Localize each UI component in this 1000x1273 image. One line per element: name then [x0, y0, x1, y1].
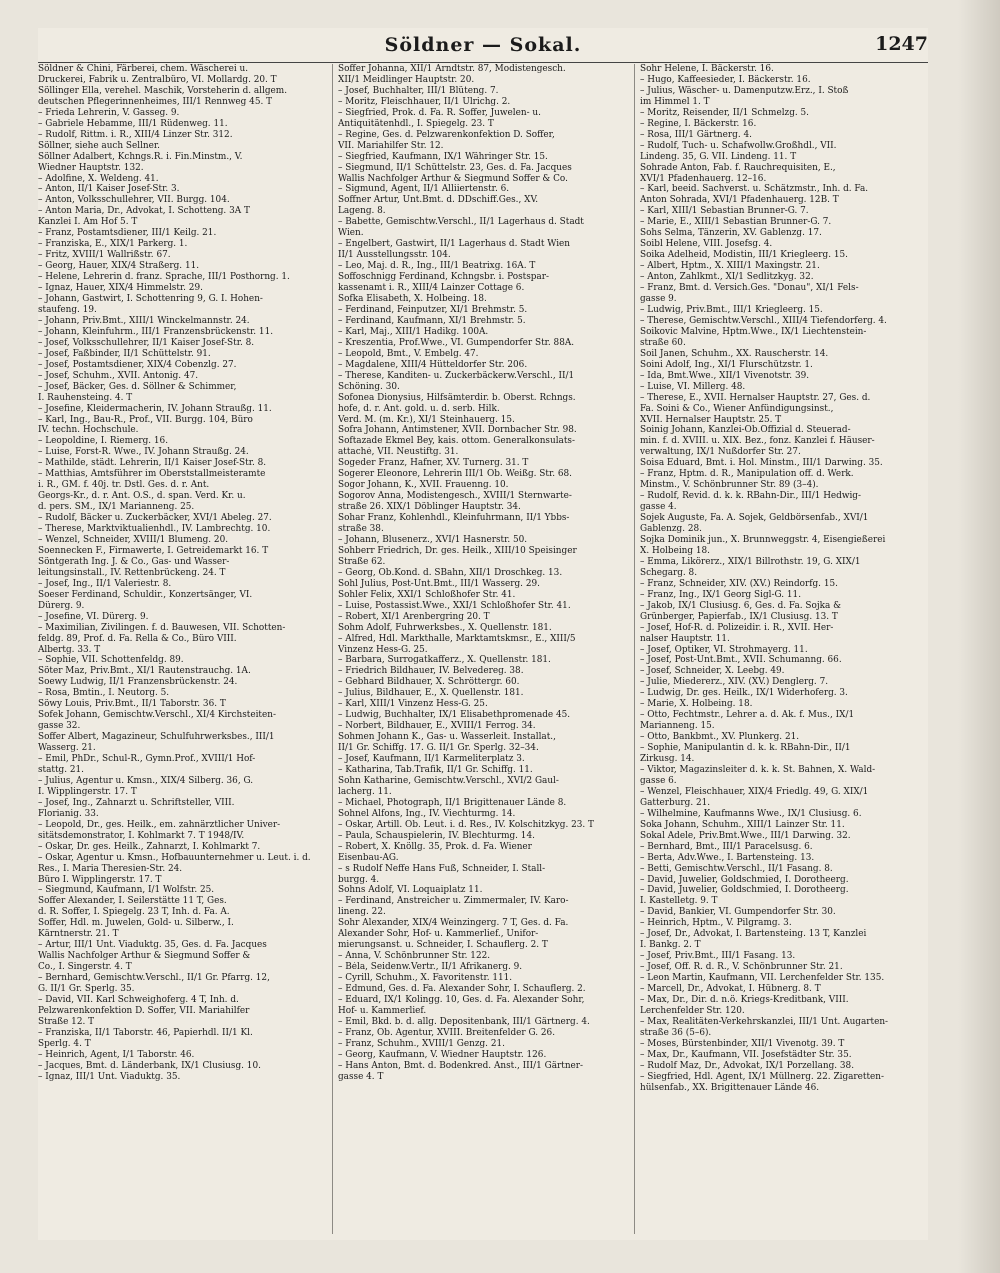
- directory-entry-line: Straße 62.: [338, 556, 386, 567]
- directory-entry-line: – Josef, Off. R. d. R., V. Schönbrunner Str. 21.: [640, 962, 843, 973]
- directory-entry-line: Söwy Louis, Priv.Bmt., II/1 Taborstr. 36. T: [38, 699, 226, 710]
- directory-entry-line: Sohmen Johann K., Gas- u. Wasserleit. Installat.,: [338, 732, 556, 743]
- directory-entry-line: d. pers. SM., IX/1 Marianneng. 25.: [38, 502, 195, 513]
- directory-entry-line: Söntgerath Ing. J. & Co., Gas- und Wasser-: [38, 556, 230, 567]
- directory-entry-line: im Himmel 1. T: [640, 96, 710, 107]
- directory-entry-line: – Franz, Postamtsdiener, III/1 Keilg. 21.: [38, 228, 217, 239]
- directory-entry-line: – Béla, Seidenw.Vertr., II/1 Afrikanerg. 9.: [338, 962, 523, 973]
- directory-entry-line: – Rudolf, Bäcker u. Zuckerbäcker, XVI/1 Abeleg. 27.: [38, 513, 272, 524]
- directory-entry-line: – Hugo, Kaffeesieder, I. Bäckerstr. 16.: [640, 74, 811, 85]
- directory-entry-line: XVI/1 Pfadenhauerg. 12–16.: [640, 173, 767, 184]
- directory-entry-line: – Therese, E., XVII. Hernalser Hauptstr. 27, Ges. d.: [640, 392, 871, 403]
- directory-entry-line: Sogerer Eleonore, Lehrerin III/1 Ob. Weißg. Str. 68.: [338, 469, 572, 480]
- directory-entry-line: hofe, d. r. Ant. gold. u. d. serb. Hilk.: [338, 403, 500, 414]
- directory-entry-line: IV. techn. Hochschule.: [38, 425, 139, 436]
- directory-entry-line: – Norbert, Bildhauer, E., XVIII/1 Ferrog. 34.: [338, 721, 536, 732]
- directory-entry-line: – Gabriele Hebamme, III/1 Rüdenweg. 11.: [38, 118, 228, 129]
- directory-entry-line: I. Rauhensteing. 4. T: [38, 392, 133, 403]
- page-edge-shadow: [958, 0, 1000, 1273]
- directory-entry-line: – Bernhard, Bmt., III/1 Paracelsusg. 6.: [640, 841, 813, 852]
- directory-entry-line: – Wilhelmine, Kaufmanns Wwe., IX/1 Clusiusg. 6.: [640, 808, 862, 819]
- directory-entry-line: Soewy Ludwig, II/1 Franzensbrückenstr. 24.: [38, 677, 238, 688]
- directory-entry-line: – Kreszentia, Prof.Wwe., VI. Gumpendorfer Str. 88A.: [338, 337, 575, 348]
- directory-entry-line: i. R., GM. f. 40j. tr. Dstl. Ges. d. r. Ant.: [38, 480, 210, 491]
- directory-entry-line: Sohar Franz, Kohlenhdl., Kleinfuhrmann, II/1 Ybbs-: [338, 513, 570, 524]
- directory-entry-line: – Sophie, VII. Schottenfeldg. 89.: [38, 655, 184, 666]
- directory-entry-line: – Emil, PhDr., Schul-R., Gymn.Prof., XVIII/1 Hof-: [38, 754, 256, 765]
- directory-entry-line: – Eduard, IX/1 Kolingg. 10, Ges. d. Fa. Alexander Sohr,: [338, 995, 585, 1006]
- directory-entry-line: – Ferdinand, Kaufmann, XI/1 Brehmstr. 5.: [338, 315, 526, 326]
- directory-entry-line: straße 26. XIX/1 Döblinger Hauptstr. 34.: [338, 502, 521, 513]
- directory-entry-line: – Josef, Bäcker, Ges. d. Söllner & Schimmer,: [38, 381, 237, 392]
- directory-entry-line: – Karl, XIII/1 Sebastian Brunner-G. 7.: [640, 206, 809, 217]
- directory-entry-line: Sogor Johann, K., XVII. Frauenng. 10.: [338, 480, 509, 491]
- directory-entry-line: – Franz, Schneider, XIV. (XV.) Reindorfg. 15.: [640, 578, 838, 589]
- directory-entry-line: – Regine, Ges. d. Pelzwarenkonfektion D. Soffer,: [338, 129, 555, 140]
- directory-entry-line: – Leon Martin, Kaufmann, VII. Lerchenfelder Str. 135.: [640, 973, 885, 984]
- directory-entry-line: – Josef, Ing., II/1 Valeriestr. 8.: [38, 578, 172, 589]
- directory-entry-line: Sohl Julius, Post-Unt.Bmt., III/1 Wasserg. 29.: [338, 578, 540, 589]
- directory-entry-line: – Leopold, Bmt., V. Embelg. 47.: [338, 348, 479, 359]
- directory-entry-line: – Oskar, Dr. ges. Heilk., Zahnarzt, I. Kohlmarkt 7.: [38, 841, 261, 852]
- directory-entry-line: – Therese, Marktviktualienhdl., IV. Lambrechtg. 10.: [38, 524, 271, 535]
- directory-entry-line: Söllner, siehe auch Sellner.: [38, 140, 160, 151]
- directory-entry-line: – Cyrill, Schuhm., X. Favoritenstr. 111.: [338, 973, 513, 984]
- column-divider: [634, 64, 635, 1234]
- directory-entry-line: Antiquitätenhdl., I. Spiegelg. 23. T: [338, 118, 494, 129]
- directory-entry-line: Soffoschnigg Ferdinand, Kchngsbr. i. Postspar-: [338, 272, 549, 283]
- directory-entry-line: II/1 Gr. Schiffg. 17. G. II/1 Gr. Sperlg. 32–34.: [338, 743, 539, 754]
- directory-entry-line: – Edmund, Ges. d. Fa. Alexander Sohr, I. Schauflerg. 2.: [338, 984, 586, 995]
- directory-entry-line: Sohns Adolf, VI. Loquaiplatz 11.: [338, 885, 483, 896]
- directory-entry-line: – Luise, VI. Millerg. 48.: [640, 381, 746, 392]
- directory-entry-line: Sohr Helene, I. Bäckerstr. 16.: [640, 64, 774, 74]
- directory-entry-line: – Franz, Ing., IX/1 Georg Sigl-G. 11.: [640, 589, 802, 600]
- directory-entry-line: – Franz, Ob. Agentur, XVIII. Breitenfelder G. 26.: [338, 1027, 556, 1038]
- directory-entry-line: Sohm Adolf, Fuhrwerksbes., X. Quellenstr. 181.: [338, 622, 552, 633]
- directory-entry-line: – Ferdinand, Anstreicher u. Zimmermaler, IV. Karo-: [338, 896, 569, 907]
- directory-entry-line: Dürerg. 9.: [38, 600, 85, 611]
- directory-entry-line: Kärntnerstr. 21. T: [38, 929, 119, 940]
- directory-entry-line: stattg. 21.: [38, 765, 84, 775]
- directory-entry-line: Sohrade Anton, Fab. f. Rauchrequisiten, E.,: [640, 162, 836, 173]
- directory-entry-line: – Karl, beeid. Sachverst. u. Schätzmstr., Inh. d. Fa.: [640, 184, 869, 195]
- directory-entry-line: Lageng. 8.: [338, 206, 386, 217]
- directory-entry-line: – Regine, I. Bäckerstr. 16.: [640, 118, 757, 129]
- directory-entry-line: Lindeng. 35, G. VII. Lindeng. 11. T: [640, 151, 797, 162]
- directory-entry-line: II/1 Ausstellungsstr. 104.: [338, 250, 451, 261]
- directory-entry-line: mierungsanst. u. Schneider, I. Schauflerg. 2. T: [338, 940, 548, 951]
- directory-entry-line: – Luise, Forst-R. Wwe., IV. Johann Straußg. 24.: [38, 447, 249, 458]
- directory-entry-line: deutschen Pflegerinnenheimes, III/1 Rennweg 45. T: [38, 96, 273, 107]
- directory-entry-line: – Johann, Priv.Bmt., XIII/1 Winckelmannstr. 24.: [38, 315, 250, 326]
- directory-entry-line: nalser Hauptstr. 11.: [640, 633, 730, 644]
- directory-entry-line: – Josef, Postamtsdiener, XIX/4 Cobenzlg. 27.: [38, 359, 237, 370]
- directory-entry-line: – Ludwig, Buchhalter, IX/1 Elisabethpromenade 45.: [338, 710, 571, 721]
- directory-entry-line: – Josef, Dr., Advokat, I. Bartensteing. 13 T, Kanzlei: [640, 929, 867, 940]
- directory-entry-line: – Franziska, II/1 Taborstr. 46, Papierhdl. II/1 Kl.: [38, 1027, 253, 1038]
- directory-entry-line: Eisenbau-AG.: [338, 852, 399, 863]
- directory-entry-line: Grünberger, Papierfab., IX/1 Clusiusg. 13. T: [640, 611, 838, 622]
- directory-entry-line: – Betti, Gemischtw.Verschl., II/1 Fasang. 8.: [640, 863, 833, 874]
- directory-entry-line: – Rudolf, Revid. d. k. k. RBahn-Dir., III/1 Hedwig-: [640, 491, 861, 502]
- directory-entry-line: Wasserg. 21.: [38, 743, 96, 754]
- directory-entry-line: Alexander Sohr, Hof- u. Kammerlief., Unifor-: [338, 929, 539, 940]
- directory-entry-line: – Ludwig, Dr. ges. Heilk., IX/1 Widerhoferg. 3.: [640, 688, 848, 699]
- directory-entry-line: Sojek Auguste, Fa. A. Sojek, Geldbörsenfab., XVI/1: [640, 513, 869, 524]
- column-divider: [332, 64, 333, 1234]
- directory-entry-line: – s Rudolf Neffe Hans Fuß, Schneider, I. Stall-: [338, 863, 546, 874]
- directory-entry-line: – Siegfried, Prok. d. Fa. R. Soffer, Juwelen- u.: [338, 107, 541, 118]
- directory-entry-line: G. II/1 Gr. Sperlg. 35.: [38, 984, 135, 995]
- directory-entry-line: – Babette, Gemischtw.Verschl., II/1 Lagerhaus d. Stadt: [338, 217, 584, 228]
- directory-entry-line: Florianig. 33.: [38, 808, 99, 819]
- directory-entry-line: – Engelbert, Gastwirt, II/1 Lagerhaus d. Stadt Wien: [338, 239, 571, 250]
- directory-entry-line: Marianneng. 15.: [640, 721, 715, 732]
- directory-entry-line: – Katharina, Tab.Trafik, II/1 Gr. Schiffg. 11.: [338, 765, 533, 775]
- directory-entry-line: Soffer Alexander, I. Seilerstätte 11 T, Ges.: [38, 896, 227, 907]
- directory-entry-line: – Josef, Faßbinder, II/1 Schüttelstr. 91.: [38, 348, 211, 359]
- directory-entry-line: – Franz, Schuhm., XVIII/1 Genzg. 21.: [338, 1038, 505, 1049]
- directory-entry-line: – Emil, Bkd. b. d. allg. Depositenbank, III/1 Gärtnerg. 4.: [338, 1016, 590, 1027]
- directory-entry-line: – Mathilde, städt. Lehrerin, II/1 Kaiser Josef-Str. 8.: [38, 458, 267, 469]
- directory-entry-line: – Fritz, XVIII/1 Wallrißstr. 67.: [38, 250, 171, 261]
- directory-entry-line: – Karl, Maj., XIII/1 Hadikg. 100A.: [338, 326, 489, 337]
- directory-entry-line: – Anton, Volksschullehrer, VII. Burgg. 104.: [38, 195, 230, 206]
- directory-entry-line: Co., I. Singerstr. 4. T: [38, 962, 132, 973]
- directory-entry-line: – Ignaz, Hauer, XIX/4 Himmelstr. 29.: [38, 283, 203, 294]
- directory-entry-line: Fa. Soini & Co., Wiener Anfündigungsinst.,: [640, 403, 834, 414]
- directory-entry-line: – Georg, Kaufmann, V. Wiedner Hauptstr. 126.: [338, 1049, 547, 1060]
- directory-entry-line: – Johann, Blusenerz., XVI/1 Hasnerstr. 50.: [338, 534, 528, 545]
- directory-entry-line: – Viktor, Magazinsleiter d. k. k. St. Bahnen, X. Wald-: [640, 765, 876, 775]
- page-title: Söldner — Sokal.: [384, 34, 582, 56]
- directory-entry-line: – Julius, Bildhauer, E., X. Quellenstr. 181.: [338, 688, 524, 699]
- directory-entry-line: – Siegfried, Kaufmann, IX/1 Währinger Str. 15.: [338, 151, 548, 162]
- directory-entry-line: – Heinrich, Agent, I/1 Taborstr. 46.: [38, 1049, 195, 1060]
- directory-entry-line: – Oskar, Artill. Ob. Leut. i. d. Res., IV. Kolschitzkyg. 23. T: [338, 819, 594, 830]
- directory-column-3: [640, 64, 926, 1234]
- directory-entry-line: – Josef, Post-Unt.Bmt., XVII. Schumanng. 66.: [640, 655, 842, 666]
- directory-entry-line: – Artur, III/1 Unt. Viaduktg. 35, Ges. d. Fa. Jacques: [38, 940, 267, 951]
- directory-entry-line: – Jakob, IX/1 Clusiusg. 6, Ges. d. Fa. Sojka &: [640, 600, 841, 611]
- directory-entry-line: Lerchenfelder Str. 120.: [640, 1005, 745, 1016]
- directory-entry-line: Wien.: [338, 228, 364, 239]
- directory-entry-line: – Moses, Bürstenbinder, XII/1 Vivenotg. 39. T: [640, 1038, 845, 1049]
- directory-entry-line: – Maximilian, Zivilingen. f. d. Bauwesen, VII. Schotten-: [38, 622, 286, 633]
- directory-entry-line: – Johann, Gastwirt, I. Schottenring 9, G. I. Hohen-: [38, 294, 263, 305]
- directory-entry-line: leitungsinstall., IV. Rettenbrückeng. 24. T: [38, 567, 226, 578]
- directory-entry-line: Soil Janen, Schuhm., XX. Rauscherstr. 14.: [640, 348, 829, 359]
- directory-entry-line: Sperlg. 4. T: [38, 1038, 91, 1049]
- directory-entry-line: Softazade Ekmel Bey, kais. ottom. Generalkonsulats-: [338, 436, 575, 447]
- directory-entry-line: – Julius, Agentur u. Kmsn., XIX/4 Silberg. 36, G.: [38, 775, 254, 786]
- header-rule: [38, 62, 928, 63]
- directory-entry-line: gasse 9.: [640, 294, 677, 305]
- directory-entry-line: Gablenzg. 28.: [640, 524, 702, 535]
- directory-entry-line: – Georg, Hauer, XIX/4 Straßerg. 11.: [38, 261, 200, 272]
- directory-entry-line: Wallis Nachfolger Arthur & Siegmund Soffer &: [38, 951, 251, 962]
- directory-entry-line: Pelzwarenkonfektion D. Soffer, VII. Mariahilfer: [38, 1005, 250, 1016]
- directory-entry-line: – Ludwig, Priv.Bmt., III/1 Kriegleerg. 15.: [640, 304, 823, 315]
- directory-entry-line: Sohberr Friedrich, Dr. ges. Heilk., XIII/10 Speisinger: [338, 545, 577, 556]
- directory-entry-line: Söllinger Ella, verehel. Maschik, Vorsteherin d. allgem.: [38, 85, 288, 96]
- directory-entry-line: – Max, Realitäten-Verkehrskanzlei, III/1 Unt. Augarten-: [640, 1016, 889, 1027]
- directory-entry-line: Soennecken F., Firmawerte, I. Getreidemarkt 16. T: [38, 545, 269, 556]
- directory-entry-line: Soinig Johann, Kanzlei-Ob.Offizial d. Steuerad-: [640, 425, 851, 436]
- directory-entry-line: – Wenzel, Schneider, XVIII/1 Blumeng. 20.: [38, 534, 229, 545]
- directory-entry-line: – Julius, Wäscher- u. Damenputzw.Erz., I. Stoß: [640, 85, 849, 96]
- directory-entry-line: – Alfred, Hdl. Markthalle, Marktamtskmsr., E., XIII/5: [338, 633, 576, 644]
- directory-entry-line: – Adolfine, X. Weldeng. 41.: [38, 173, 159, 184]
- directory-entry-line: I. Bankg. 2. T: [640, 940, 701, 951]
- directory-columns: [38, 64, 928, 1234]
- directory-entry-line: – Marcell, Dr., Advokat, I. Hübnerg. 8. T: [640, 984, 821, 995]
- directory-entry-line: – Matthias, Amtsführer im Oberststallmeisteramte: [38, 469, 266, 480]
- directory-entry-line: Anton Sohrada, XVI/1 Pfadenhauerg. 12B. T: [640, 195, 839, 206]
- directory-column-2: [338, 64, 624, 1234]
- directory-entry-line: – Robert, XI/1 Arenbergring 20. T: [338, 611, 490, 622]
- directory-entry-line: d. R. Soffer, I. Spiegelg. 23 T, Inh. d. Fa. A.: [38, 907, 230, 918]
- directory-entry-line: – Ignaz, III/1 Unt. Viaduktg. 35.: [38, 1071, 181, 1082]
- directory-entry-line: – Otto, Fechtmstr., Lehrer a. d. Ak. f. Mus., IX/1: [640, 710, 855, 721]
- directory-entry-line: Sohn Katharine, Gemischtw.Verschl., XVI/2 Gaul-: [338, 775, 559, 786]
- directory-entry-line: kassenamt i. R., XIII/4 Lainzer Cottage 6.: [338, 283, 525, 294]
- directory-entry-line: gasse 6.: [640, 775, 677, 786]
- directory-entry-line: – Josef, Schneider, X. Leebg. 49.: [640, 666, 785, 677]
- directory-entry-line: Schegarg. 8.: [640, 567, 698, 578]
- directory-entry-line: – Max, Dr., Kaufmann, VII. Josefstädter Str. 35.: [640, 1049, 852, 1060]
- directory-entry-line: gasse 32.: [38, 721, 81, 732]
- directory-entry-line: – Franz, Bmt. d. Versich.Ges. "Donau", XI/1 Fels-: [640, 283, 859, 294]
- directory-entry-line: – Robert, X. Knöllg. 35, Prok. d. Fa. Wiener: [338, 841, 532, 852]
- directory-entry-line: staufeng. 19.: [38, 304, 97, 315]
- directory-entry-line: – Julie, Miedererz., XIV. (XV.) Denglerg. 7.: [640, 677, 829, 688]
- directory-entry-line: Hof- u. Kammerlief.: [338, 1005, 427, 1016]
- directory-entry-line: – Moritz, Reisender, II/1 Schmelzg. 5.: [640, 107, 810, 118]
- directory-entry-line: Sofek Johann, Gemischtw.Verschl., XI/4 Kirchsteiten-: [38, 710, 276, 721]
- directory-entry-line: Sojka Dominik jun., X. Brunnweggstr. 4, Eisengießerei: [640, 534, 886, 545]
- directory-entry-line: – Karl, Ing., Bau-R., Prof., VII. Burgg. 104, Büro: [38, 414, 253, 425]
- directory-entry-line: Albertg. 33. T: [38, 644, 101, 655]
- directory-entry-line: Soffer, Hdl. m. Juwelen, Gold- u. Silberw., I.: [38, 918, 234, 929]
- directory-entry-line: Sofka Elisabeth, X. Holbeing. 18.: [338, 294, 487, 305]
- directory-entry-line: Wiedner Hauptstr. 132.: [38, 162, 144, 173]
- directory-entry-line: – Rudolf, Tuch- u. Schafwollw.Großhdl., VII.: [640, 140, 837, 151]
- directory-entry-line: Söter Maz, Priv.Bmt., XI/1 Rautenstrauchg. 1A.: [38, 666, 251, 677]
- directory-entry-line: – Anna, V. Schönbrunner Str. 122.: [338, 951, 491, 962]
- directory-entry-line: Soffer Johanna, XII/1 Arndtstr. 87, Modistengesch.: [338, 64, 566, 74]
- directory-entry-line: Büro I. Wipplingerstr. 17. T: [38, 874, 162, 885]
- directory-entry-line: – Leopoldine, I. Riemerg. 16.: [38, 436, 169, 447]
- directory-entry-line: straße 38.: [338, 524, 384, 535]
- directory-entry-line: Sohr Alexander, XIX/4 Weinzingerg. 7 T, Ges. d. Fa.: [338, 918, 569, 929]
- directory-entry-line: – David, Juwelier, Goldschmied, I. Dorotheerg.: [640, 874, 849, 885]
- directory-entry-line: sitätsdemonstrator, I. Kohlmarkt 7. T 1948/IV.: [38, 830, 245, 841]
- directory-entry-line: Sofonea Dionysius, Hilfsämterdir. b. Oberst. Rchngs.: [338, 392, 576, 403]
- page-header: [38, 28, 928, 68]
- directory-entry-line: Georgs-Kr., d. r. Ant. O.S., d. span. Verd. Kr. u.: [38, 491, 246, 502]
- directory-entry-line: – Josef, Schuhm., XVII. Antonig. 47.: [38, 370, 199, 381]
- directory-entry-line: – Rosa, Bmtin., I. Neutorg. 5.: [38, 688, 170, 699]
- directory-entry-line: – Josef, Priv.Bmt., III/1 Fasang. 13.: [640, 951, 796, 962]
- directory-entry-line: – Otto, Bankbmt., XV. Plunkerg. 21.: [640, 732, 800, 743]
- page-number: 1247: [875, 33, 928, 55]
- directory-entry-line: hülsenfab., XX. Brigittenauer Lände 46.: [640, 1082, 820, 1093]
- directory-entry-line: Verd. M. (m. Kr.), XI/1 Steinhauerg. 15.: [338, 414, 515, 425]
- directory-entry-line: – Marie, E., XIII/1 Sebastian Brunner-G. 7.: [640, 217, 832, 228]
- directory-entry-line: lineng. 22.: [338, 907, 386, 918]
- directory-entry-line: Druckerei, Fabrik u. Zentralbüro, VI. Mollardg. 20. T: [38, 74, 277, 85]
- directory-entry-line: Soffner Artur, Unt.Bmt. d. DDschiff.Ges., XV.: [338, 195, 539, 206]
- directory-entry-line: attaché, VII. Neustiftg. 31.: [338, 447, 459, 458]
- directory-entry-line: Sogeder Franz, Hafner, XV. Turnerg. 31. T: [338, 458, 529, 469]
- directory-entry-line: – Gebhard Bildhauer, X. Schröttergr. 60.: [338, 677, 520, 688]
- directory-entry-line: – Rudolf Maz, Dr., Advokat, IX/1 Porzellang. 38.: [640, 1060, 855, 1071]
- directory-entry-line: – Luise, Postassist.Wwe., XXI/1 Schloßhofer Str. 41.: [338, 600, 571, 611]
- directory-entry-line: straße 36 (5–6).: [640, 1027, 712, 1038]
- directory-entry-line: Zirkusg. 14.: [640, 754, 695, 765]
- directory-entry-line: Sofra Johann, Antimstener, XVII. Dornbacher Str. 98.: [338, 425, 577, 436]
- directory-entry-line: VII. Mariahilfer Str. 12.: [338, 140, 444, 151]
- directory-entry-line: – Albert, Hptm., X. XIII/1 Maxingstr. 21.: [640, 261, 820, 272]
- directory-entry-line: Sohnel Alfons, Ing., IV. Viechturmg. 14.: [338, 808, 516, 819]
- directory-entry-line: – Ferdinand, Feinputzer, XI/1 Brehmstr. 5.: [338, 304, 528, 315]
- directory-entry-line: – Heinrich, Hptm., V. Pilgramg. 3.: [640, 918, 792, 929]
- directory-entry-line: Wallis Nachfolger Arthur & Siegmund Soffer & Co.: [338, 173, 568, 184]
- directory-entry-line: – Bernhard, Gemischtw.Verschl., II/1 Gr. Pfarrg. 12,: [38, 973, 270, 984]
- directory-entry-line: – Therese, Gemischtw.Verschl., XIII/4 Tiefendorferg. 4.: [640, 315, 887, 326]
- directory-entry-line: – Josef, Volksschullehrer, II/1 Kaiser Josef-Str. 8.: [38, 337, 255, 348]
- directory-entry-line: – Helene, Lehrerin d. franz. Sprache, III/1 Posthorng. 1.: [38, 272, 290, 283]
- directory-entry-line: – Josef, Hof-R. d. Polizeidir. i. R., XVII. Her-: [640, 622, 834, 633]
- directory-entry-line: – Barbara, Surrogatkafferz., X. Quellenstr. 181.: [338, 655, 551, 666]
- directory-entry-line: Soikovic Malvine, Hptm.Wwe., IX/1 Liechtenstein-: [640, 326, 867, 337]
- directory-entry-line: – Oskar, Agentur u. Kmsn., Hofbauunternehmer u. Leut. i. d.: [38, 852, 311, 863]
- directory-entry-line: – Karl, XIII/1 Vinzenz Hess-G. 25.: [338, 699, 488, 710]
- directory-entry-line: – Josef, Buchhalter, III/1 Blüteng. 7.: [338, 85, 499, 96]
- directory-entry-line: min. f. d. XVIII. u. XIX. Bez., fonz. Kanzlei f. Häuser-: [640, 436, 875, 447]
- directory-entry-line: – Josef, Optiker, VI. Strohmayerg. 11.: [640, 644, 808, 655]
- directory-entry-line: – Michael, Photograph, II/1 Brigittenauer Lände 8.: [338, 797, 567, 808]
- directory-entry-line: – Moritz, Fleischhauer, II/1 Ulrichg. 2.: [338, 96, 511, 107]
- directory-entry-line: gasse 4.: [640, 502, 677, 513]
- directory-entry-line: – Anton, II/1 Kaiser Josef-Str. 3.: [38, 184, 180, 195]
- directory-entry-line: – Leopold, Dr., ges. Heilk., em. zahnärztlicher Univer-: [38, 819, 281, 830]
- directory-entry-line: – Hans Anton, Bmt. d. Bodenkred. Anst., III/1 Gärtner-: [338, 1060, 584, 1071]
- directory-entry-line: – Sophie, Manipulantin d. k. k. RBahn-Dir., II/1: [640, 743, 851, 754]
- directory-column-1: [38, 64, 324, 1234]
- directory-entry-line: – Georg, Ob.Kond. d. SBahn, XII/1 Droschkeg. 13.: [338, 567, 563, 578]
- directory-entry-line: gasse 4. T: [338, 1071, 384, 1082]
- directory-entry-line: burgg. 4.: [338, 874, 380, 885]
- directory-entry-line: Sogorov Anna, Modistengesch., XVIII/1 Sternwarte-: [338, 491, 572, 502]
- directory-entry-line: – Berta, Adv.Wwe., I. Bartensteing. 13.: [640, 852, 815, 863]
- directory-entry-line: – Siegmund, II/1 Schüttelstr. 23, Ges. d. Fa. Jacques: [338, 162, 572, 173]
- directory-entry-line: – Wenzel, Fleischhauer, XIX/4 Friedlg. 49, G. XIX/1: [640, 786, 869, 797]
- directory-entry-line: verwaltung, IX/1 Nußdorfer Str. 27.: [640, 447, 801, 458]
- directory-entry-line: XVII. Hernalser Hauptstr. 25. T: [640, 414, 782, 425]
- directory-entry-line: – Leo, Maj. d. R., Ing., III/1 Beatrixg. 16A. T: [338, 261, 536, 272]
- directory-entry-line: Sohs Selma, Tänzerin, XV. Gablenzg. 17.: [640, 228, 822, 239]
- directory-entry-line: Soibl Helene, VIII. Josefsg. 4.: [640, 239, 773, 250]
- directory-entry-line: feldg. 89, Prof. d. Fa. Rella & Co., Büro VIII.: [38, 633, 237, 644]
- directory-entry-line: – Paula, Schauspielerin, IV. Blechturmg. 14.: [338, 830, 535, 841]
- directory-entry-line: – Josefine, Kleidermacherin, IV. Johann Straußg. 11.: [38, 403, 272, 414]
- directory-entry-line: – Josefine, VI. Dürerg. 9.: [38, 611, 149, 622]
- directory-entry-line: – Sigmund, Agent, II/1 Alliiertenstr. 6.: [338, 184, 510, 195]
- directory-entry-line: Minstm., V. Schönbrunner Str. 89 (3–4).: [640, 480, 819, 491]
- directory-entry-line: XII/1 Meidlinger Hauptstr. 20.: [338, 74, 475, 85]
- directory-entry-line: X. Holbeing 18.: [640, 545, 710, 556]
- directory-entry-line: – Anton, Zahlkmt., XI/1 Sedlitzkyg. 32.: [640, 272, 814, 283]
- directory-entry-line: – Jacques, Bmt. d. Länderbank, IX/1 Clusiusg. 10.: [38, 1060, 261, 1071]
- directory-entry-line: – Franz, Hptm. d. R., Manipulation off. d. Werk.: [640, 469, 854, 480]
- directory-entry-line: – Therese, Kanditen- u. Zuckerbäckerw.Verschl., II/1: [338, 370, 575, 381]
- directory-entry-line: I. Kastelletg. 9. T: [640, 896, 718, 907]
- directory-entry-line: – Ida, Bmt.Wwe., XII/1 Vivenotstr. 39.: [640, 370, 810, 381]
- directory-entry-line: Schöning. 30.: [338, 381, 400, 392]
- directory-entry-line: Söldner & Chini, Färberei, chem. Wäscherei u.: [38, 64, 249, 74]
- directory-entry-line: Soka Johann, Schuhm., XIII/1 Lainzer Str. 11.: [640, 819, 845, 830]
- directory-entry-line: – Max, Dr., Dir. d. n.ö. Kriegs-Kreditbank, VIII.: [640, 995, 849, 1006]
- directory-entry-line: – Rosa, III/1 Gärtnerg. 4.: [640, 129, 752, 140]
- directory-page: [38, 28, 928, 1240]
- directory-entry-line: – David, Bankier, VI. Gumpendorfer Str. 30.: [640, 907, 836, 918]
- directory-entry-line: – Frieda Lehrerin, V. Gasseg. 9.: [38, 107, 180, 118]
- directory-entry-line: lacherg. 11.: [338, 786, 392, 797]
- directory-entry-line: – Emma, Likörerz., XIX/1 Billrothstr. 19, G. XIX/1: [640, 556, 861, 567]
- directory-entry-line: Soffer Albert, Magazineur, Schulfuhrwerksbes., III/1: [38, 732, 275, 743]
- directory-entry-line: Sokal Adele, Priv.Bmt.Wwe., III/1 Darwing. 32.: [640, 830, 851, 841]
- directory-entry-line: – David, VII. Karl Schweighoferg. 4 T, Inh. d.: [38, 995, 239, 1006]
- directory-entry-line: Soini Adolf, Ing., XI/1 Flurschützstr. 1.: [640, 359, 813, 370]
- directory-entry-line: Vinzenz Hess-G. 25.: [338, 644, 428, 655]
- directory-entry-line: – David, Juwelier, Goldschmied, I. Dorotheerg.: [640, 885, 849, 896]
- directory-entry-line: – Johann, Kleinfuhrm., III/1 Franzensbrückenstr. 11.: [38, 326, 274, 337]
- directory-entry-line: – Magdalene, XIII/4 Hütteldorfer Str. 206.: [338, 359, 528, 370]
- directory-entry-line: Soisa Eduard, Bmt. i. Hol. Minstm., III/1 Darwing. 35.: [640, 458, 883, 469]
- directory-entry-line: – Marie, X. Holbeing. 18.: [640, 699, 753, 710]
- directory-entry-line: Straße 12. T: [38, 1016, 95, 1027]
- directory-entry-line: Sohler Felix, XXI/1 Schloßhofer Str. 41.: [338, 589, 516, 600]
- directory-entry-line: – Franziska, E., XIX/1 Parkerg. 1.: [38, 239, 188, 250]
- directory-entry-line: – Josef, Ing., Zahnarzt u. Schriftsteller, VIII.: [38, 797, 235, 808]
- directory-entry-line: Söllner Adalbert, Kchngs.R. i. Fin.Minstm., V.: [38, 151, 243, 162]
- directory-entry-line: Res., I. Maria Theresien-Str. 24.: [38, 863, 183, 874]
- directory-entry-line: Kanzlei I. Am Hof 5. T: [38, 217, 138, 228]
- directory-entry-line: Gatterburg. 21.: [640, 797, 711, 808]
- directory-entry-line: straße 60.: [640, 337, 686, 348]
- directory-entry-line: Soika Adelheid, Modistin, III/1 Kriegleerg. 15.: [640, 250, 848, 261]
- directory-entry-line: – Rudolf, Rittm. i. R., XIII/4 Linzer Str. 312.: [38, 129, 233, 140]
- directory-entry-line: – Siegfried, Hdl. Agent, IX/1 Müllnerg. 22. Zigaretten-: [640, 1071, 885, 1082]
- directory-entry-line: – Siegmund, Kaufmann, I/1 Wolfstr. 25.: [38, 885, 215, 896]
- directory-entry-line: – Josef, Kaufmann, II/1 Karmeliterplatz 3.: [338, 754, 525, 765]
- directory-entry-line: Soeser Ferdinand, Schuldir., Konzertsänger, VI.: [38, 589, 253, 600]
- directory-entry-line: I. Wipplingerstr. 17. T: [38, 786, 137, 797]
- directory-entry-line: – Friedrich Bildhauer, IV. Belvedereg. 38.: [338, 666, 524, 677]
- directory-entry-line: – Anton Maria, Dr., Advokat, I. Schotteng. 3A T: [38, 206, 250, 217]
